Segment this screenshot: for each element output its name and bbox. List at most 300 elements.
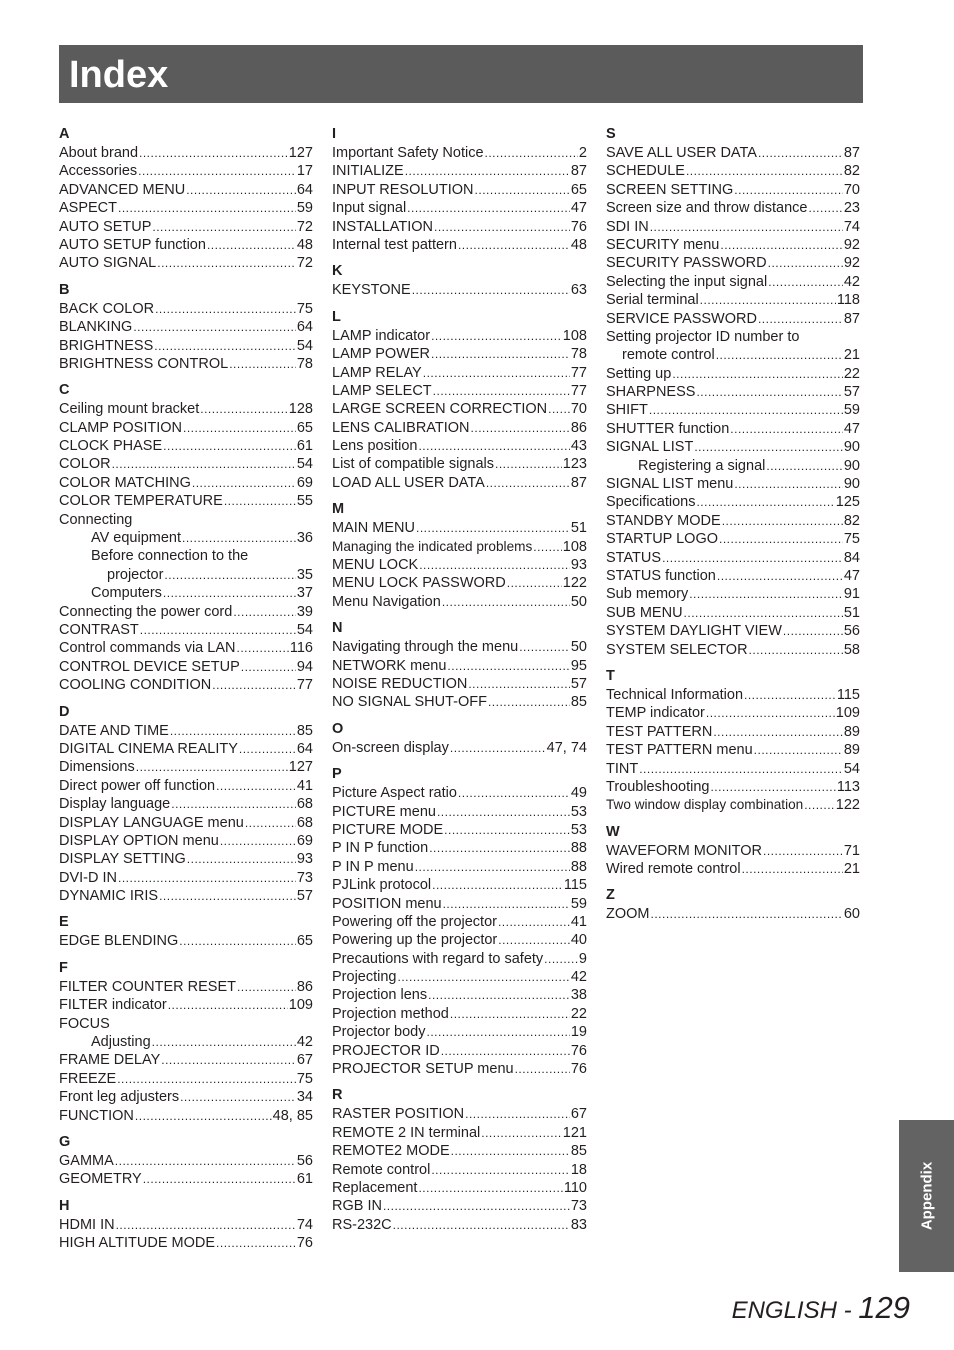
entry-page-number: 50 [570, 593, 587, 610]
dot-leader [423, 364, 570, 382]
dot-leader [427, 1023, 570, 1041]
index-entry [606, 420, 860, 438]
index-entry [332, 839, 587, 857]
entry-term: BRIGHTNESS CONTROL [59, 355, 229, 372]
index-entry [606, 475, 860, 493]
index-entry [59, 814, 313, 832]
index-entry [332, 913, 587, 931]
index-entry [606, 530, 860, 548]
index-entry [59, 722, 313, 740]
dot-leader [458, 784, 570, 802]
dot-leader [758, 144, 843, 162]
index-entry [59, 832, 313, 850]
entry-page-number: 110 [563, 1179, 587, 1196]
dot-leader [450, 739, 546, 757]
dot-leader [722, 512, 843, 530]
entry-term: Front leg adjusters [59, 1089, 180, 1106]
entry-page-number: 89 [843, 723, 860, 740]
section-letter: H [59, 1197, 70, 1214]
entry-page-number: 75 [843, 531, 860, 548]
entry-term: DVI-D IN [59, 869, 117, 886]
section-letter: D [59, 703, 70, 720]
entry-page-number: 109 [288, 997, 313, 1014]
dot-leader [418, 1179, 562, 1197]
index-entry [606, 760, 860, 778]
index-entry [606, 860, 860, 878]
entry-term: ADVANCED MENU [59, 181, 186, 198]
dot-leader [700, 291, 836, 309]
index-section [59, 1132, 313, 1189]
entry-term: HDMI IN [59, 1216, 115, 1233]
index-entry [59, 850, 313, 868]
dot-leader [117, 1070, 296, 1088]
entry-term: DISPLAY SETTING [59, 851, 186, 868]
dot-leader [224, 492, 296, 510]
index-entry [59, 777, 313, 795]
entry-term: Two window display combination [606, 797, 804, 813]
index-entry [606, 842, 860, 860]
entry-page-number: 68 [296, 814, 313, 831]
dot-leader [544, 950, 578, 968]
entry-page-number: 60 [843, 906, 860, 923]
dot-leader [143, 1170, 296, 1188]
entry-term: PROJECTOR ID [332, 1042, 440, 1059]
index-entry [606, 162, 860, 180]
dot-leader [458, 236, 570, 254]
section-letter: P [332, 766, 342, 783]
index-entry [332, 1161, 587, 1179]
index-section [606, 885, 860, 923]
entry-term: Registering a signal [638, 457, 766, 474]
dot-leader [207, 236, 296, 254]
entry-term: MENU LOCK PASSWORD [332, 575, 506, 592]
entry-page-number: 82 [843, 512, 860, 529]
index-entry [59, 492, 313, 510]
entry-term: SERVICE PASSWORD [606, 310, 757, 327]
entry-page-number: 21 [843, 347, 860, 364]
entry-term: BLANKING [59, 319, 133, 336]
entry-page-number: 86 [296, 978, 313, 995]
index-entry [606, 905, 860, 923]
dot-leader [696, 493, 834, 511]
index-entry [59, 621, 313, 639]
entry-page-number: 9 [578, 950, 587, 967]
dot-leader [229, 355, 296, 373]
entry-page-number: 67 [570, 1106, 587, 1123]
dot-leader [475, 181, 570, 199]
entry-page-number: 64 [296, 181, 313, 198]
section-letter: A [59, 126, 70, 142]
entry-page-number: 48 [570, 236, 587, 253]
index-section [332, 1085, 587, 1234]
entry-page-number: 41 [296, 777, 313, 794]
entry-page-number: 74 [296, 1216, 313, 1233]
footer-language: ENGLISH - [731, 1297, 859, 1324]
index-entry [332, 281, 587, 299]
dot-leader [418, 437, 569, 455]
entry-term: Computers [91, 585, 162, 602]
dot-leader [468, 675, 570, 693]
entry-term: SYSTEM DAYLIGHT VIEW [606, 623, 782, 640]
entry-term: Connecting the power cord [59, 603, 233, 620]
entry-page-number: 115 [836, 686, 860, 703]
dot-leader [164, 566, 295, 584]
dot-leader [649, 401, 843, 419]
dot-leader [684, 604, 843, 622]
dot-leader [809, 199, 843, 217]
index-entry [606, 401, 860, 419]
entry-term: Troubleshooting [606, 778, 710, 795]
entry-term: COLOR TEMPERATURE [59, 493, 223, 510]
dot-leader [744, 686, 836, 704]
entry-page-number: 47 [843, 567, 860, 584]
entry-term: Direct power off function [59, 777, 216, 794]
entry-page-number: 63 [570, 282, 587, 299]
index-entry [332, 858, 587, 876]
index-entry [606, 438, 860, 456]
entry-term: Lens position [332, 438, 418, 455]
dot-leader [486, 474, 570, 492]
dot-leader [431, 345, 570, 363]
index-entry [332, 638, 587, 656]
dot-leader [706, 704, 835, 722]
entry-page-number: 51 [570, 520, 587, 537]
index-entry [59, 978, 313, 996]
entry-page-number: 68 [296, 796, 313, 813]
dot-leader [237, 978, 296, 996]
entry-term: Input signal [332, 200, 407, 217]
index-entry [332, 986, 587, 1004]
entry-page-number: 77 [570, 382, 587, 399]
index-section [59, 124, 313, 273]
index-entry [59, 1152, 313, 1170]
entry-term: LOAD ALL USER DATA [332, 474, 485, 491]
dot-leader [763, 842, 843, 860]
entry-page-number: 49 [570, 785, 587, 802]
entry-term: List of compatible signals [332, 456, 494, 473]
entry-term: CONTRAST [59, 621, 139, 638]
section-letter: B [59, 281, 70, 298]
dot-leader [719, 530, 843, 548]
entry-page-number: 56 [296, 1152, 313, 1169]
dot-leader [481, 1124, 562, 1142]
index-entry [606, 723, 860, 741]
index-entry [59, 676, 313, 694]
index-entry [606, 199, 860, 217]
entry-page-number: 82 [843, 163, 860, 180]
entry-term: Sub memory [606, 586, 689, 603]
index-header [59, 45, 863, 103]
dot-leader [397, 968, 569, 986]
dot-leader [428, 986, 570, 1004]
dot-leader [662, 549, 843, 567]
dot-leader [519, 638, 570, 656]
entry-page-number: 109 [835, 705, 860, 722]
dot-leader [694, 438, 843, 456]
entry-page-number: 65 [296, 419, 313, 436]
index-entry [332, 1005, 587, 1023]
index-column-2 [332, 124, 587, 1241]
index-entry [332, 1142, 587, 1160]
entry-term: GAMMA [59, 1152, 114, 1169]
index-entry [332, 364, 587, 382]
dot-leader [186, 181, 296, 199]
index-section [59, 702, 313, 906]
entry-term: SCREEN SETTING [606, 181, 734, 198]
dot-leader [447, 657, 569, 675]
dot-leader [136, 758, 288, 776]
dot-leader [245, 814, 296, 832]
index-entry [59, 254, 313, 272]
dot-leader [444, 821, 570, 839]
entry-term: STATUS function [606, 567, 716, 584]
entry-term: STATUS [606, 549, 662, 566]
index-column-3 [606, 124, 860, 931]
entry-page-number: 56 [843, 623, 860, 640]
dot-leader [650, 218, 843, 236]
entry-term: Dimensions [59, 759, 135, 776]
index-entry [606, 604, 860, 622]
index-entry [59, 758, 313, 776]
dot-leader [710, 778, 835, 796]
entry-page-number: 34 [296, 1089, 313, 1106]
entry-page-number: 59 [843, 402, 860, 419]
entry-page-number: 70 [570, 401, 587, 418]
index-entry [606, 254, 860, 272]
index-entry [606, 493, 860, 511]
section-letter: F [59, 959, 68, 976]
dot-leader [407, 199, 570, 217]
dot-leader [155, 300, 296, 318]
dot-leader [716, 346, 843, 364]
entry-page-number: 37 [296, 585, 313, 602]
entry-term: Powering up the projector [332, 932, 498, 949]
index-entry [606, 567, 860, 585]
dot-leader [734, 475, 843, 493]
entry-term: Replacement [332, 1179, 418, 1196]
dot-leader [171, 795, 296, 813]
entry-page-number: 87 [843, 145, 860, 161]
index-heading-entry: FOCUS [59, 1015, 110, 1032]
index-entry [59, 529, 313, 547]
entry-page-number: 59 [296, 200, 313, 217]
index-entry [332, 1023, 587, 1041]
entry-term: COOLING CONDITION [59, 677, 212, 694]
dot-leader [720, 236, 843, 254]
entry-page-number: 95 [570, 657, 587, 674]
dot-leader [154, 337, 296, 355]
entry-page-number: 47, 74 [546, 739, 587, 756]
entry-page-number: 53 [570, 821, 587, 838]
entry-page-number: 54 [296, 456, 313, 473]
entry-term: FUNCTION [59, 1107, 134, 1124]
index-entry [332, 931, 587, 949]
section-letter: O [332, 720, 344, 737]
index-entry [332, 968, 587, 986]
index-entry [332, 657, 587, 675]
entry-page-number: 88 [570, 858, 587, 875]
entry-page-number: 85 [296, 722, 313, 739]
entry-term: FREEZE [59, 1070, 117, 1087]
dot-leader [441, 1042, 570, 1060]
entry-term: Selecting the input signal [606, 273, 768, 290]
entry-page-number: 2 [578, 145, 587, 161]
index-entry [606, 144, 860, 162]
dot-leader [495, 455, 562, 473]
entry-page-number: 17 [296, 163, 313, 180]
index-entry [59, 199, 313, 217]
index-entry [606, 741, 860, 759]
index-entry [332, 1060, 587, 1078]
entry-page-number: 92 [843, 236, 860, 253]
dot-leader [451, 1142, 570, 1160]
index-entry [332, 1105, 587, 1123]
entry-page-number: 59 [570, 895, 587, 912]
section-letter: E [59, 914, 69, 931]
entry-term: Managing the indicated problems [332, 538, 533, 554]
entry-page-number: 69 [296, 474, 313, 491]
entry-page-number: 116 [289, 640, 313, 657]
index-entry [332, 218, 587, 236]
entry-term: PICTURE menu [332, 803, 436, 820]
dot-leader [237, 639, 289, 657]
entry-term: Remote control [332, 1161, 431, 1178]
entry-page-number: 93 [570, 557, 587, 574]
section-letter: W [606, 823, 620, 840]
index-entry [332, 876, 587, 894]
dot-leader [415, 858, 570, 876]
entry-term: Specifications [606, 494, 696, 511]
entry-term: DYNAMIC IRIS [59, 888, 159, 905]
index-entry [59, 1051, 313, 1069]
entry-term: P IN P menu [332, 858, 414, 875]
dot-leader [161, 1051, 296, 1069]
entry-term: WAVEFORM MONITOR [606, 842, 763, 859]
entry-term: Projection method [332, 1005, 449, 1022]
index-entry [59, 932, 313, 950]
section-letter: G [59, 1133, 71, 1150]
index-entry [332, 1124, 587, 1142]
entry-page-number: 19 [570, 1024, 587, 1041]
appendix-tab-label: Appendix [918, 1161, 935, 1231]
index-entry [606, 704, 860, 722]
dot-leader [183, 419, 296, 437]
index-entry [332, 382, 587, 400]
entry-term: About brand [59, 145, 139, 161]
entry-page-number: 64 [296, 740, 313, 757]
index-entry [332, 739, 587, 757]
index-entry [59, 162, 313, 180]
entry-term: Technical Information [606, 686, 744, 703]
entry-term: GEOMETRY [59, 1171, 142, 1188]
index-entry [606, 622, 860, 640]
index-entry [606, 796, 860, 814]
entry-page-number: 42 [570, 969, 587, 986]
entry-page-number: 108 [562, 538, 587, 555]
dot-leader [133, 318, 296, 336]
entry-term: LAMP POWER [332, 346, 431, 363]
entry-page-number: 57 [843, 384, 860, 401]
dot-leader [419, 556, 570, 574]
entry-page-number: 53 [570, 803, 587, 820]
index-entry [332, 1042, 587, 1060]
index-entry [59, 566, 313, 584]
entry-page-number: 83 [570, 1216, 587, 1233]
entry-term: On-screen display [332, 739, 449, 756]
entry-term: AUTO SETUP function [59, 236, 206, 253]
dot-leader [140, 621, 296, 639]
dot-leader [431, 327, 562, 345]
entry-page-number: 73 [296, 869, 313, 886]
entry-term: PROJECTOR SETUP menu [332, 1061, 514, 1078]
entry-page-number: 85 [570, 694, 587, 711]
dot-leader [766, 457, 843, 475]
entry-term: STARTUP LOGO [606, 531, 718, 548]
entry-page-number: 94 [296, 658, 313, 675]
index-entry [332, 895, 587, 913]
entry-term: AV equipment [91, 530, 182, 547]
entry-page-number: 121 [562, 1124, 587, 1141]
entry-term: SUB MENU [606, 604, 683, 621]
dot-leader [749, 641, 843, 659]
entry-term: Serial terminal [606, 292, 699, 309]
entry-term: Precautions with regard to safety [332, 950, 544, 967]
entry-page-number: 127 [288, 145, 313, 161]
index-entry [59, 996, 313, 1014]
index-entry [59, 300, 313, 318]
section-letter: Z [606, 887, 615, 904]
entry-term: Setting up [606, 365, 672, 382]
entry-term: RASTER POSITION [332, 1106, 465, 1123]
index-entry [59, 337, 313, 355]
index-entry [59, 437, 313, 455]
dot-leader [239, 740, 296, 758]
entry-page-number: 87 [843, 310, 860, 327]
index-entry [332, 950, 587, 968]
dot-leader [241, 658, 296, 676]
dot-leader [672, 365, 843, 383]
dot-leader [192, 474, 296, 492]
dot-leader [182, 529, 296, 547]
entry-term: AUTO SETUP [59, 218, 152, 235]
index-entry [59, 869, 313, 887]
entry-term: TEST PATTERN [606, 723, 713, 740]
entry-page-number: 77 [296, 677, 313, 694]
entry-term: RS-232C [332, 1216, 392, 1233]
index-entry [332, 821, 587, 839]
index-entry [332, 474, 587, 492]
entry-page-number: 122 [562, 575, 587, 592]
entry-page-number: 22 [843, 365, 860, 382]
entry-term: COLOR [59, 456, 111, 473]
index-entry [59, 658, 313, 676]
entry-page-number: 118 [836, 292, 860, 309]
entry-term: SECURITY menu [606, 236, 720, 253]
entry-term: NETWORK menu [332, 657, 447, 674]
entry-term: SIGNAL LIST menu [606, 476, 734, 493]
section-letter: R [332, 1087, 343, 1104]
entry-term: SDI IN [606, 218, 649, 235]
entry-term: Adjusting [91, 1034, 151, 1051]
entry-term: Projection lens [332, 987, 428, 1004]
section-letter: K [332, 263, 343, 280]
index-section [606, 124, 860, 659]
entry-term: FILTER COUNTER RESET [59, 978, 236, 995]
entry-page-number: 123 [562, 456, 587, 473]
entry-term: SHUTTER function [606, 420, 730, 437]
entry-page-number: 67 [296, 1052, 313, 1069]
dot-leader [112, 455, 296, 473]
